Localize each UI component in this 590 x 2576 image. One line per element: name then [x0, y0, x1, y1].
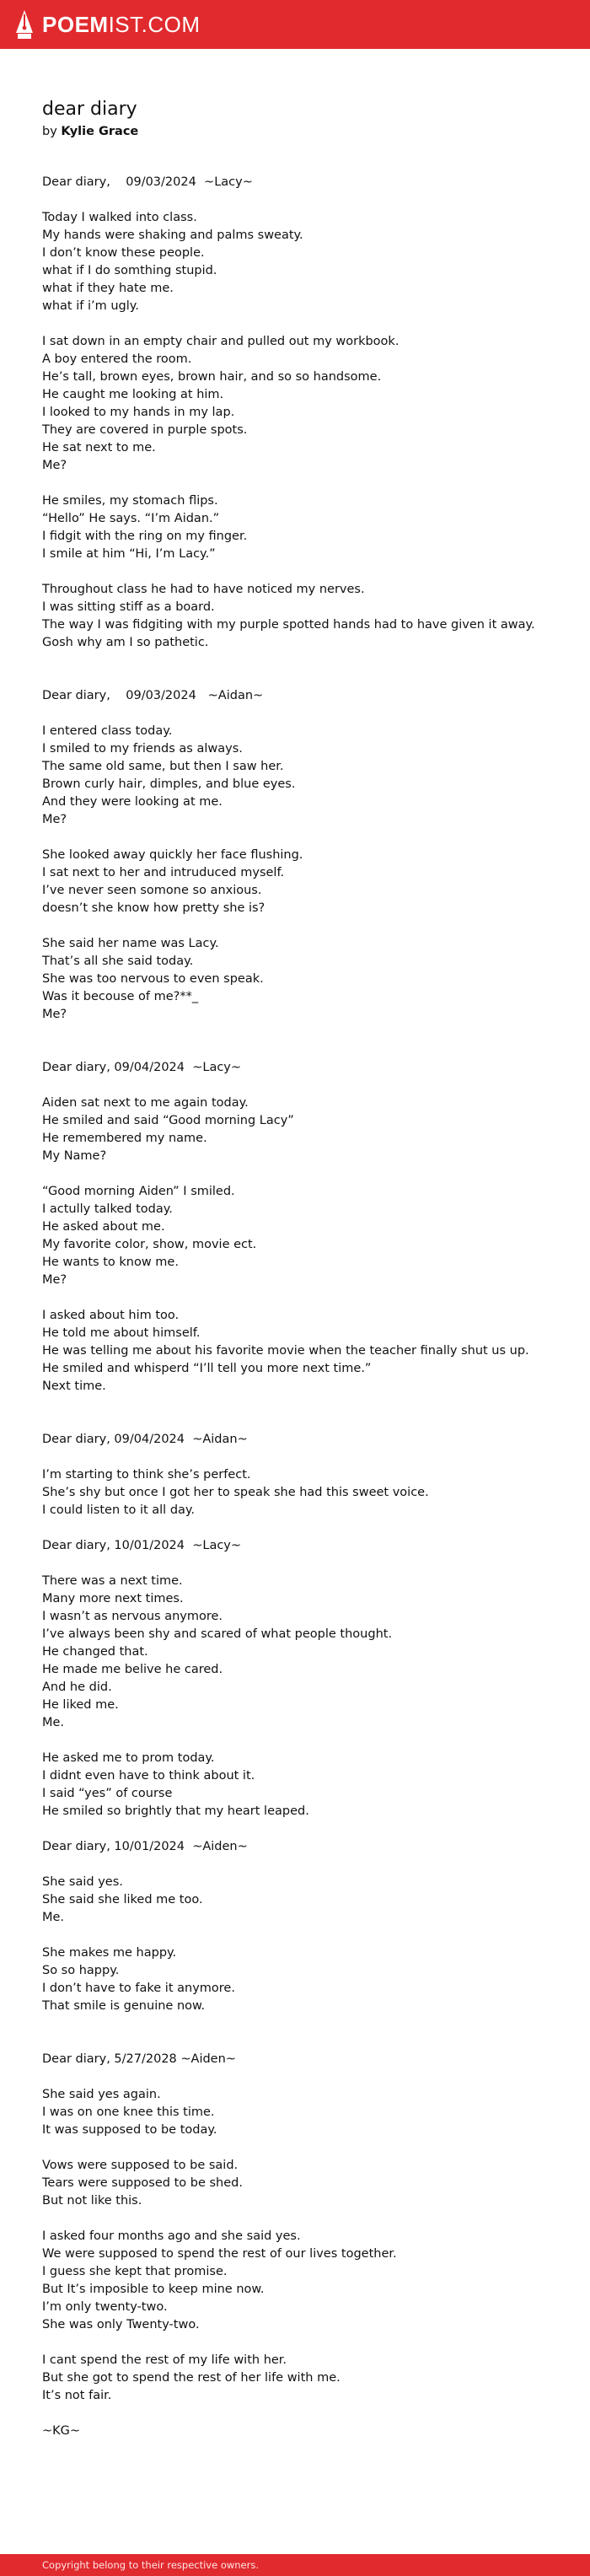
by-label: by [42, 125, 57, 138]
poem-title: dear diary [42, 99, 137, 120]
poem-body: Dear diary, 09/03/2024 ~Lacy~ Today I walked into class. My hands were shaking and palms sweaty. I don’t know these people. what if I do somthing stupid. what if they hate me. what if i’m ugly. I sat down in an empty chair and pulled out my workbook. A boy entered the room. He’s tall, brown eyes, brown hair, and so so handsome. He caught me looking at him. I looked to my hands in my lap. They are covered in purple spots. He sat next to me. Me? He smiles, my stomach flips. “Hello” He says. “I’m Aidan.” I fidgit with the ring on my finger. I smile at him “Hi, I’m Lacy.” Throughout class he had to have noticed my nerves. I was sitting stiff as a board. The way I was fidgiting with my purple spotted hands had to have given it away. Gosh why am I so pathetic. Dear diary, 09/03/2024 ~Aidan~ I entered class today. I smiled to my friends as always. The same old same, but then I saw her. Brown curly hair, dimples, and blue eyes. And they were looking at me. Me? She looked away quickly her face flushing. I sat next to her and intruduced myself. I’ve never seen somone so anxious. doesn’t she know how pretty she is? She said her name was Lacy. That’s all she said today. She was too nervous to even speak. Was it becouse of me?**_ Me? Dear diary, 09/04/2024 ~Lacy~ Aiden sat next to me again today. He smiled and said “Good morning Lacy” He remembered my name. My Name? “Good morning Aiden” I smiled. I actully talked today. He asked about me. My favorite color, show, movie ect. He wants to know me. Me? I asked about him too. He told me about himself. He was telling me about his favorite movie when the teacher finally shut us up. He smiled and whisperd “I’ll tell you more next time.” Next time. Dear diary, 09/04/2024 ~Aidan~ I’m starting to think she’s perfect. She’s shy but once I got her to speak she had this sweet voice. I could listen to it all day. Dear diary, 10/01/2024 ~Lacy~ There was a next time. Many more next times. I wasn’t as nervous anymore. I’ve always been shy and scared of what people thought. He changed that. He made me belive he cared. And he did. He liked me. Me. He asked me to prom today. I didnt even have to think about it. I said “yes” of course He smiled so brightly that my heart leaped. Dear diary, 10/01/2024 ~Aiden~ She said yes. She said she liked me too. Me. She makes me happy. So so happy. I don’t have to fake it anymore. That smile is genuine now. Dear diary, 5/27/2028 ~Aiden~ She said yes again. I was on one knee this time. It was supposed to be today. Vows were supposed to be said. Tears were supposed to be shed. But not like this. I asked four months ago and she said yes. We were supposed to spend the rest of our lives together. I guess she kept that promise. But It’s imposible to keep mine now. I’m only twenty-two. She was only Twenty-two. I cant spend the rest of my life with her. But she got to spend the rest of her life with me. It’s not fair. ~KG~ [42, 175, 535, 2438]
logo-text [42, 8, 201, 40]
site-header [0, 0, 590, 49]
poem-byline [42, 123, 548, 140]
copyright-text: Copyright belong to their respective owners. [42, 2559, 260, 2571]
logo-text-bold: POEM [42, 12, 109, 37]
author-link[interactable]: Kylie Grace [61, 125, 139, 138]
logo-text-rest: IST.COM [108, 12, 201, 37]
quill-pen-icon [15, 9, 34, 40]
site-logo[interactable] [15, 8, 201, 40]
poem-content [0, 98, 590, 2440]
site-footer [0, 2554, 590, 2576]
